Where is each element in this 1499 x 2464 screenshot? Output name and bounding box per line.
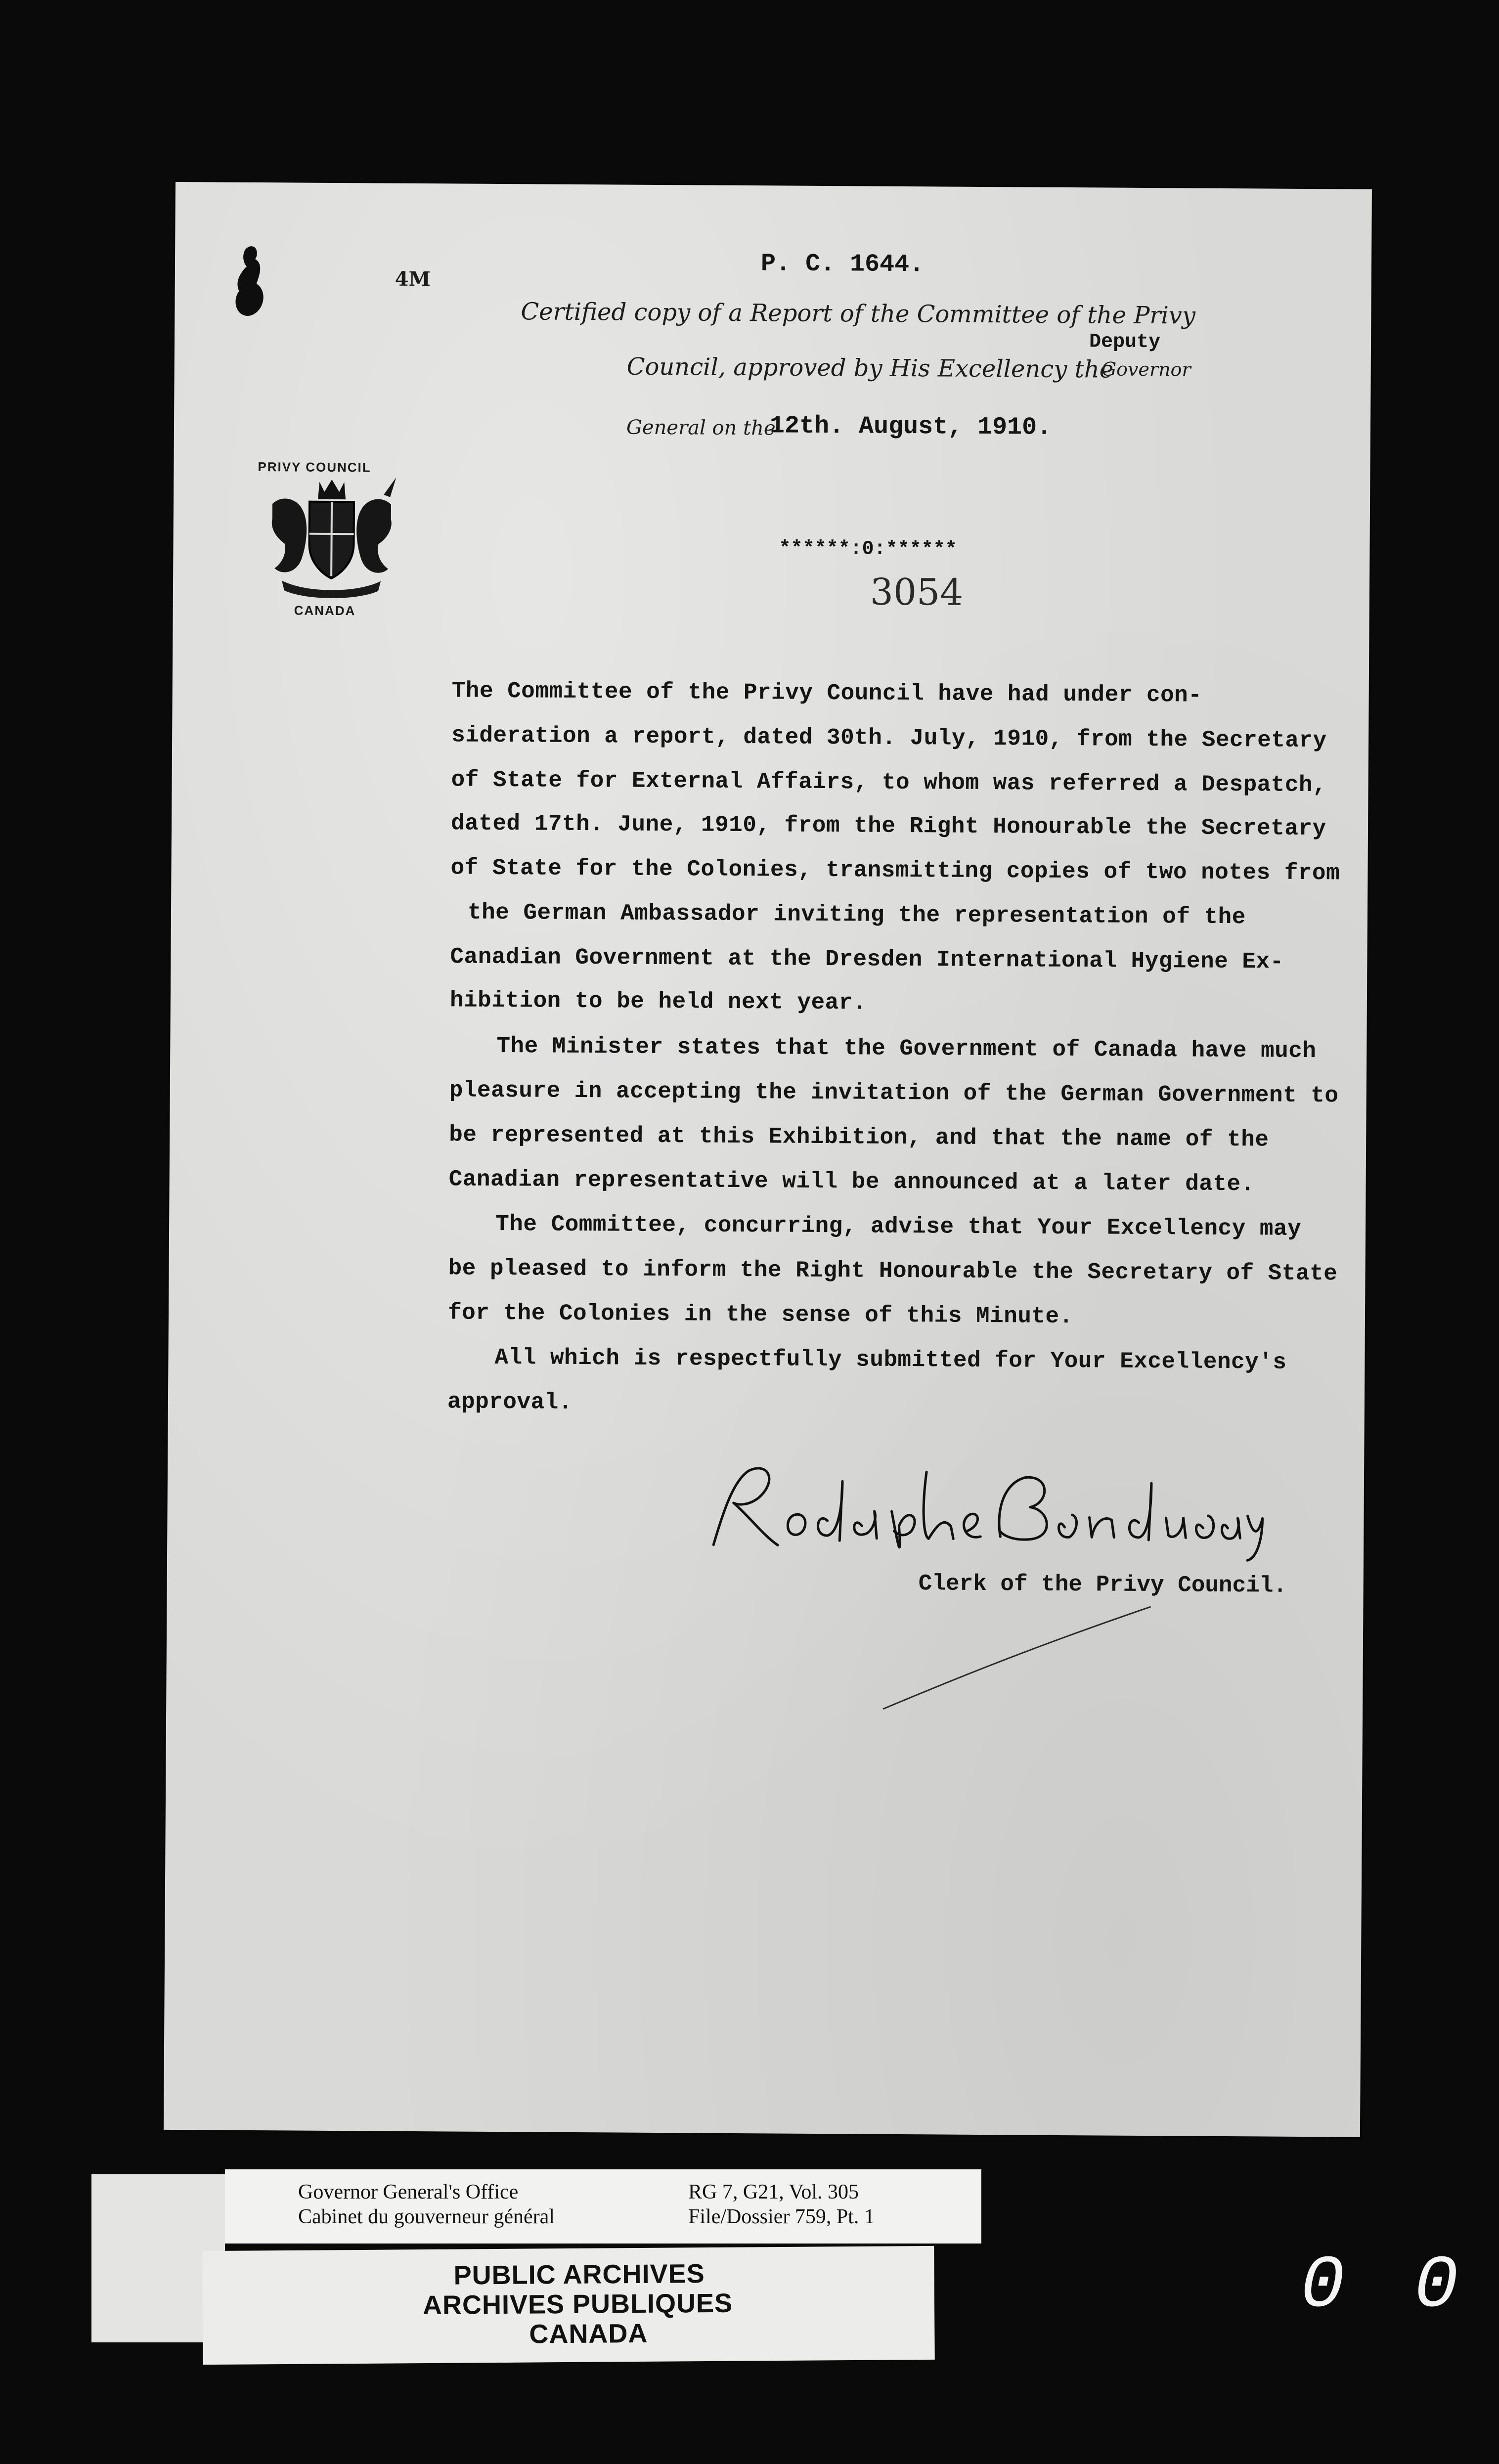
signature-title: Clerk of the Privy Council. <box>918 1571 1287 1599</box>
public-archives-label <box>202 2246 935 2365</box>
certified-line-1: Certified copy of a Report of the Committee of the Privy <box>521 298 1196 330</box>
body-line-11: be represented at this Exhibition, and that the name of the <box>449 1122 1269 1153</box>
pc-number: P. C. 1644. <box>760 250 925 279</box>
archives-country: CANADA <box>529 2318 648 2349</box>
ink-blot-mark <box>229 242 274 321</box>
file-reference: File/Dossier 759, Pt. 1 <box>688 2205 875 2228</box>
coat-of-arms-icon <box>262 474 401 604</box>
frame-counter-digit-1: 0 <box>1300 2244 1345 2329</box>
record-group-reference: RG 7, G21, Vol. 305 <box>688 2181 859 2203</box>
seal-bottom-text: CANADA <box>294 603 356 618</box>
body-line-3: of State for External Affairs, to whom was referred a Despatch, <box>451 767 1327 798</box>
body-line-6: the German Ambassador inviting the representation of the <box>467 899 1246 930</box>
body-line-10: pleasure in accepting the invitation of the German Government to <box>449 1077 1339 1109</box>
body-line-4: dated 17th. June, 1910, from the Right Honourable the Secretary <box>450 810 1326 842</box>
archive-reference-label <box>225 2169 981 2244</box>
archives-french: ARCHIVES PUBLIQUES <box>422 2288 733 2321</box>
certified-line-3-prefix: General on the <box>626 416 776 440</box>
body-line-13: The Committee, concurring, advise that Your Excellency may <box>495 1211 1302 1242</box>
body-line-2: sideration a report, dated 30th. July, 1910, from the Secretary <box>451 722 1327 754</box>
deputy-insertion: Deputy <box>1089 331 1161 354</box>
body-line-7: Canadian Government at the Dresden International Hygiene Ex- <box>450 944 1284 975</box>
office-french: Cabinet du gouverneur général <box>298 2205 555 2228</box>
body-line-15: for the Colonies in the sense of this Minute. <box>447 1300 1073 1330</box>
body-line-17: approval. <box>447 1389 573 1415</box>
frame-counter-digit-2: 0 <box>1414 2244 1459 2329</box>
body-line-5: of State for the Colonies, transmitting copies of two notes from <box>450 855 1340 886</box>
body-line-1: The Committee of the Privy Council have had under con- <box>451 678 1202 708</box>
body-line-16: All which is respectfully submitted for Your Excellency's <box>494 1344 1287 1375</box>
body-line-9: The Minister states that the Government of Canada have much <box>496 1033 1317 1064</box>
body-line-12: Canadian representative will be announced at a later date. <box>448 1166 1255 1197</box>
office-english: Governor General's Office <box>298 2181 519 2203</box>
body-line-8: hibition to be held next year. <box>449 987 867 1016</box>
archives-english: PUBLIC ARCHIVES <box>453 2259 705 2290</box>
file-number-stamp: 3054 <box>870 571 964 614</box>
pen-stroke-mark <box>878 1600 1155 1716</box>
governor-word: Governor <box>1101 358 1191 381</box>
handwritten-signature <box>704 1451 1273 1563</box>
body-line-14: be pleased to inform the Right Honourable the Secretary of State <box>448 1255 1338 1287</box>
document-page <box>164 182 1372 2137</box>
seal-top-text: PRIVY COUNCIL <box>258 459 371 475</box>
corner-mark: 4M <box>395 267 431 291</box>
approval-date: 12th. August, 1910. <box>769 412 1052 442</box>
certified-line-2: Council, approved by His Excellency the <box>626 352 1114 384</box>
separator: ******:0:****** <box>779 537 957 561</box>
